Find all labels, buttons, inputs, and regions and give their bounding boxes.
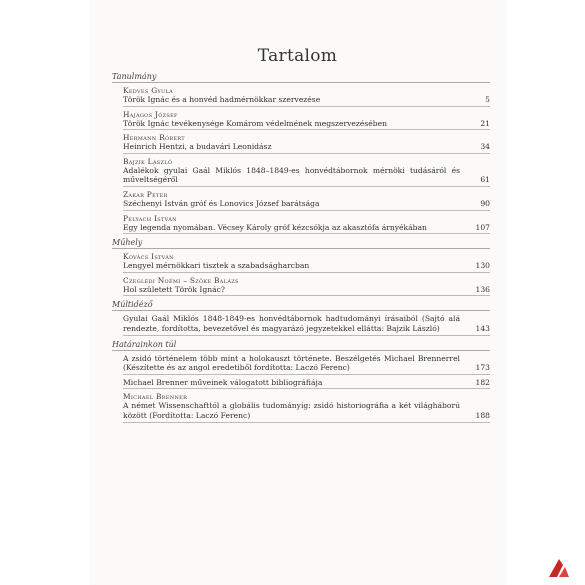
entry-author: Bajzik László (123, 156, 173, 166)
toc-entry (123, 214, 490, 235)
entry-title: Lengyel mérnökkari tisztek a szabadságharcban (123, 261, 310, 271)
toc-entry (123, 157, 490, 187)
entry-title: A német Wissenschafttól a globális tudományig: zsidó historiográfia a két világháború között (Fordította: Laczó Ferenc) (123, 401, 460, 420)
entry-page-number: 61 (480, 175, 490, 185)
entry-title: Adalékok gyulai Gaál Miklós 1848–1849-es honvédtábornok mérnöki tudásáról és műveltségéről (123, 165, 460, 185)
section-heading: Határainkon túl (112, 340, 490, 351)
entry-line (123, 223, 490, 233)
toc-entry (123, 110, 490, 131)
entry-page-number: 173 (475, 363, 490, 373)
entry-line (123, 354, 490, 373)
entry-page-number: 5 (485, 95, 490, 104)
entry-title: Heinrich Hentzi, a budavári Leonidász (123, 142, 272, 152)
section-heading: Tanulmány (112, 72, 490, 83)
page-title: Tartalom (257, 46, 338, 66)
toc-entry (123, 276, 490, 297)
entry-author: Czeglédi Noémi – Szőke Balázs (123, 275, 239, 285)
toc-entry (123, 190, 490, 211)
toc-entry (123, 252, 490, 273)
entry-title: Széchenyi István gróf és Lonovics József barátsága (123, 198, 320, 208)
entry-title: Michael Brenner műveinek válogatott bibliográfiája (123, 377, 323, 387)
toc-entry (123, 86, 490, 107)
entry-line (123, 285, 490, 295)
entry-line (123, 95, 490, 105)
entry-page-number: 136 (475, 284, 490, 294)
entry-line (123, 261, 490, 271)
toc-entry (123, 133, 490, 154)
entry-page-number: 34 (480, 142, 490, 152)
entry-author: Kovács István (123, 252, 174, 262)
toc-entry (123, 392, 490, 422)
entry-title: Hol született Török Ignác? (123, 284, 225, 294)
toc-entry (123, 354, 490, 375)
entry-line (123, 401, 490, 420)
entry-line (123, 142, 490, 152)
entry-page-number: 130 (475, 261, 490, 271)
entry-author: Kedves Gyula (123, 86, 174, 95)
entry-page-number: 143 (475, 323, 490, 333)
entry-line (123, 166, 490, 185)
entry-line (123, 199, 490, 209)
entry-title: Gyulai Gaál Miklós 1848-1849-es honvédtábornok hadtudományi írásaiból (Sajtó alá rendezte, fordította, bevezetővel és magyarázó jegyzetekkel ellátta: Bajzik László) (123, 314, 460, 333)
entry-author: Zakar Péter (123, 189, 168, 199)
entry-page-number: 182 (475, 377, 490, 387)
toc-entry (123, 378, 490, 390)
entry-author: Michael Brenner (123, 392, 188, 402)
entry-author: Hajagos József (123, 109, 178, 119)
entry-title: A zsidó történelem több mint a holokauszt története. Beszélgetés Michael Brennerrel (Készítette és az angol eredetiből fordította: Laczó Ferenc) (123, 353, 460, 373)
book-page (90, 0, 505, 585)
entry-line (123, 119, 490, 129)
toc-entry (123, 314, 490, 335)
entry-title: Egy legenda nyomában. Vécsey Károly gróf kézcsókja az akasztófa árnyékában (123, 222, 427, 232)
entry-author: Hermann Róbert (123, 133, 185, 143)
entry-page-number: 188 (475, 410, 490, 420)
entry-page-number: 107 (475, 222, 490, 232)
entry-page-number: 90 (480, 198, 490, 208)
entry-title: Török Ignác tevékenysége Komárom védelmének megszervezésében (123, 118, 388, 128)
publisher-logo-icon (545, 555, 573, 579)
entry-page-number: 21 (480, 118, 490, 128)
entry-line (123, 378, 490, 388)
table-of-contents (112, 72, 490, 423)
section-heading: Múltidéző (112, 300, 490, 311)
entry-line (123, 314, 490, 333)
entry-title: Török Ignác és a honvéd hadmérnökkar szervezése (123, 95, 321, 104)
section-heading: Műhely (112, 238, 490, 249)
entry-author: Pelyach István (123, 213, 177, 223)
